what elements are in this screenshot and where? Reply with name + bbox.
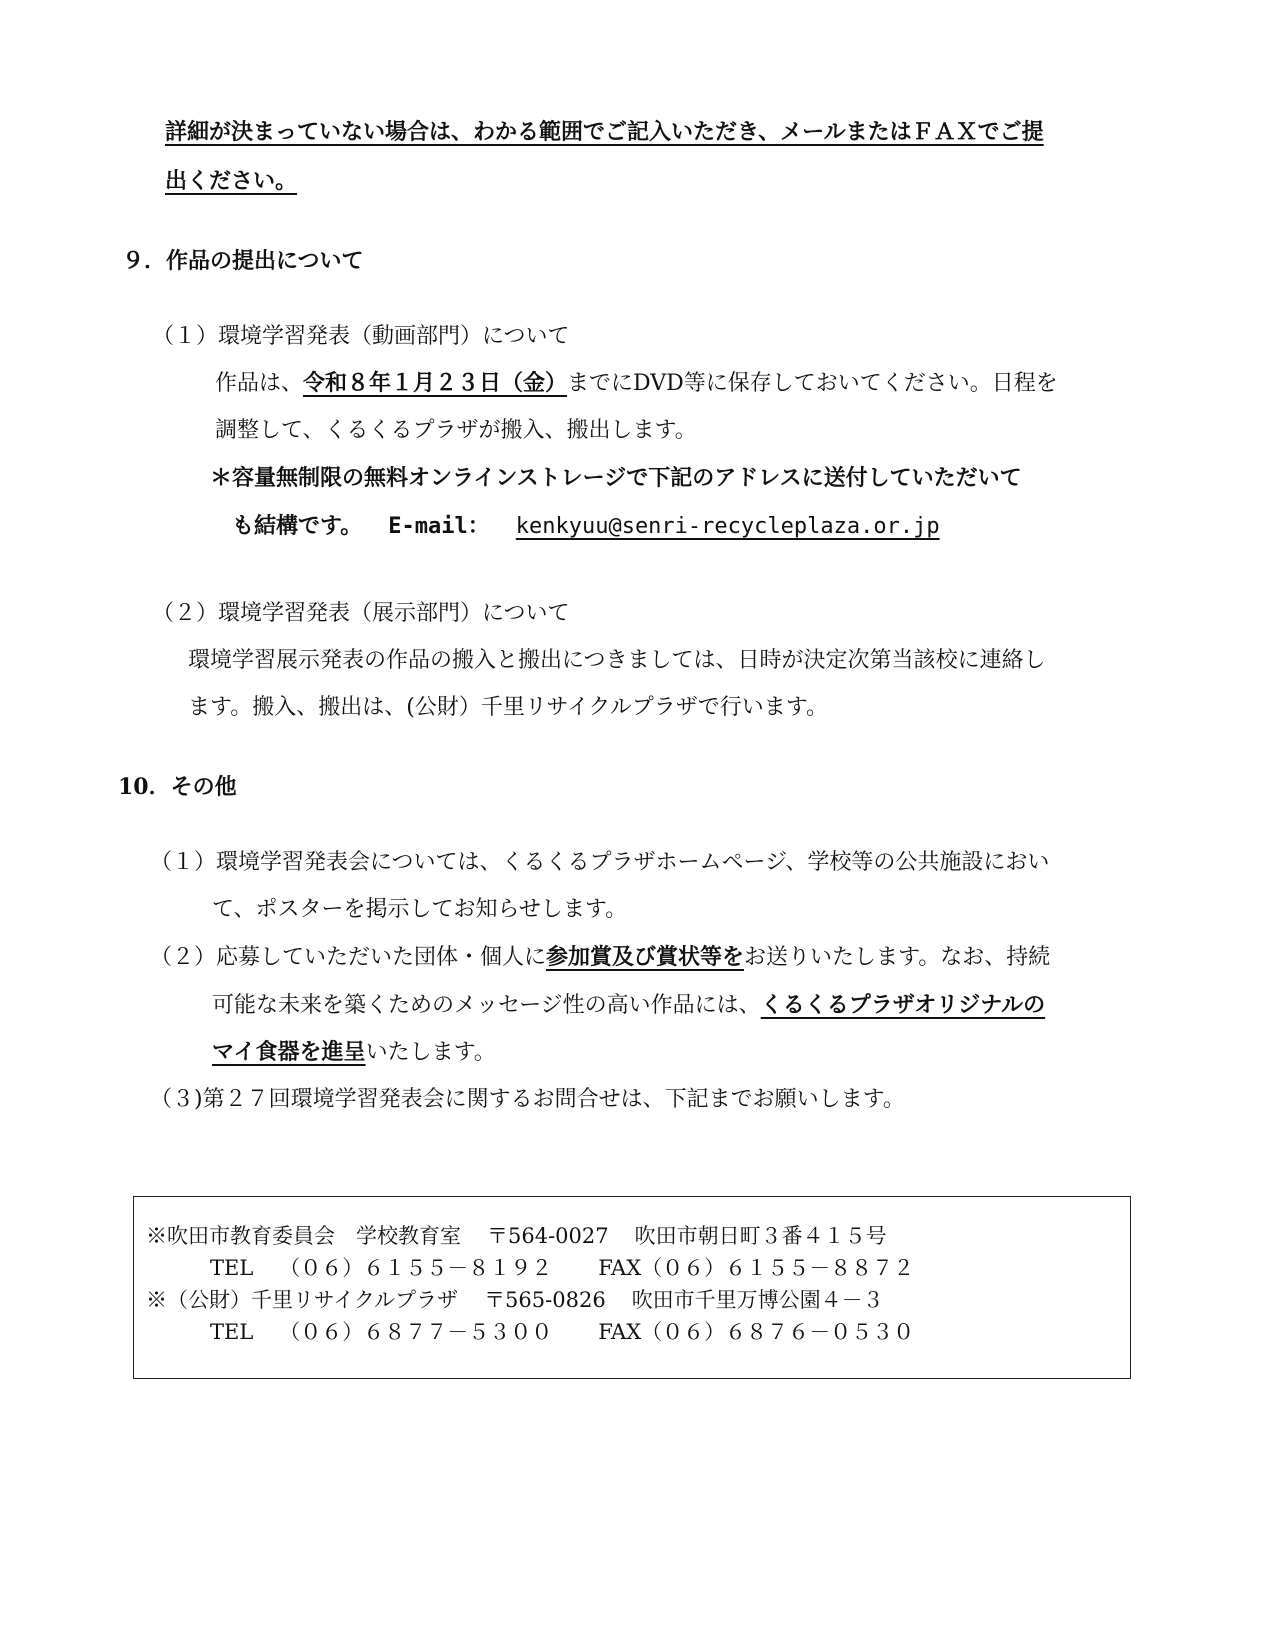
- storage-note-text: も結構です。: [232, 513, 363, 539]
- contact-org-1-phone: [210, 1253, 914, 1283]
- storage-note-line-1: ＊容量無制限の無料オンラインストレージで下記のアドレスに送付していただいて: [210, 465, 1022, 491]
- contact-org-2-postal: 〒565-0826: [484, 1288, 606, 1312]
- item-9-2-line-1: 環境学習展示発表の作品の搬入と搬出につきましては、日時が決定次第当該校に連絡し: [188, 648, 1046, 673]
- submission-deadline: 令和８年１月２３日（金）: [303, 370, 568, 396]
- storage-note-line-2: [232, 511, 940, 542]
- contact-org-2: [146, 1285, 884, 1315]
- tel-label: TEL: [210, 1256, 254, 1280]
- item-9-1-line-2: 調整して、くるくるプラザが搬入、搬出します。: [215, 418, 697, 443]
- contact-box: [133, 1196, 1131, 1379]
- contact-org-1-fax: （０６）６１５５－８８７２: [641, 1256, 915, 1280]
- contact-org-1-postal: 〒564-0027: [487, 1224, 609, 1248]
- email-label: E-mail：: [388, 514, 490, 539]
- item-10-2-line-1-a: （２）応募していただいた団体・個人に: [150, 945, 547, 970]
- item-10-2-line-1-c: お送りいたします。なお、持続: [744, 945, 1051, 970]
- contact-org-1-tel: （０６）６１５５－８１９２: [279, 1256, 553, 1280]
- email-link[interactable]: kenkyuu@senri-recycleplaza.or.jp: [515, 514, 940, 539]
- contact-org-2-fax: （０６）６８７６－０５３０: [641, 1320, 915, 1344]
- contact-org-1: [146, 1221, 887, 1251]
- contact-org-1-name: ※吹田市教育委員会 学校教育室: [146, 1224, 461, 1248]
- contact-org-1-address: 吹田市朝日町３番４１５号: [634, 1224, 887, 1248]
- tel-label: TEL: [210, 1320, 254, 1344]
- fax-label: FAX: [598, 1320, 642, 1344]
- item-10-2-line-1: [150, 942, 1050, 973]
- contact-org-2-tel: （０６）６８７７－５３００: [279, 1320, 553, 1344]
- tableware-present: マイ食器を進呈: [212, 1039, 366, 1065]
- item-9-2-title: （２）環境学習発表（展示部門）について: [152, 601, 570, 626]
- participation-award: 参加賞及び賞状等を: [546, 944, 745, 970]
- section-9-heading: ９．作品の提出について: [122, 248, 364, 274]
- item-9-1-line-1-c: までにDVD等に保存しておいてください。日程を: [567, 371, 1058, 396]
- fax-label: FAX: [598, 1256, 642, 1280]
- contact-org-2-address: 吹田市千里万博公園４－３: [631, 1288, 884, 1312]
- item-10-3: （３)第２７回環境学習発表会に関するお問合せは、下記までお願いします。: [150, 1087, 905, 1112]
- item-9-1-line-1: [215, 368, 1058, 399]
- item-10-2-line-3-b: いたします。: [365, 1040, 496, 1065]
- item-9-1-line-1-a: 作品は、: [215, 371, 304, 396]
- item-10-2-line-2-a: 可能な未来を築くためのメッセージ性の高い作品には、: [212, 993, 761, 1018]
- intro-line-2: 出ください。: [165, 168, 298, 194]
- item-10-2-line-3: [212, 1037, 496, 1068]
- intro-line-1: 詳細が決まっていない場合は、わかる範囲でご記入いただき、メールまたはＦＡＸでご提: [165, 119, 1044, 145]
- section-10-heading: 10．その他: [118, 774, 237, 800]
- contact-org-2-name: ※（公財）千里リサイクルプラザ: [146, 1288, 459, 1312]
- item-10-1-line-2: て、ポスターを掲示してお知らせします。: [212, 897, 628, 922]
- item-10-1-line-1: （１）環境学習発表会については、くるくるプラザホームページ、学校等の公共施設におい: [150, 850, 1050, 875]
- item-10-2-line-2: [212, 990, 1045, 1021]
- item-9-1-title: （１）環境学習発表（動画部門）について: [152, 324, 570, 349]
- contact-org-2-phone: [210, 1317, 914, 1347]
- original-tableware: くるくるプラザオリジナルの: [760, 992, 1046, 1018]
- item-9-2-line-2: ます。搬入、搬出は、(公財）千里リサイクルプラザで行います。: [188, 695, 828, 720]
